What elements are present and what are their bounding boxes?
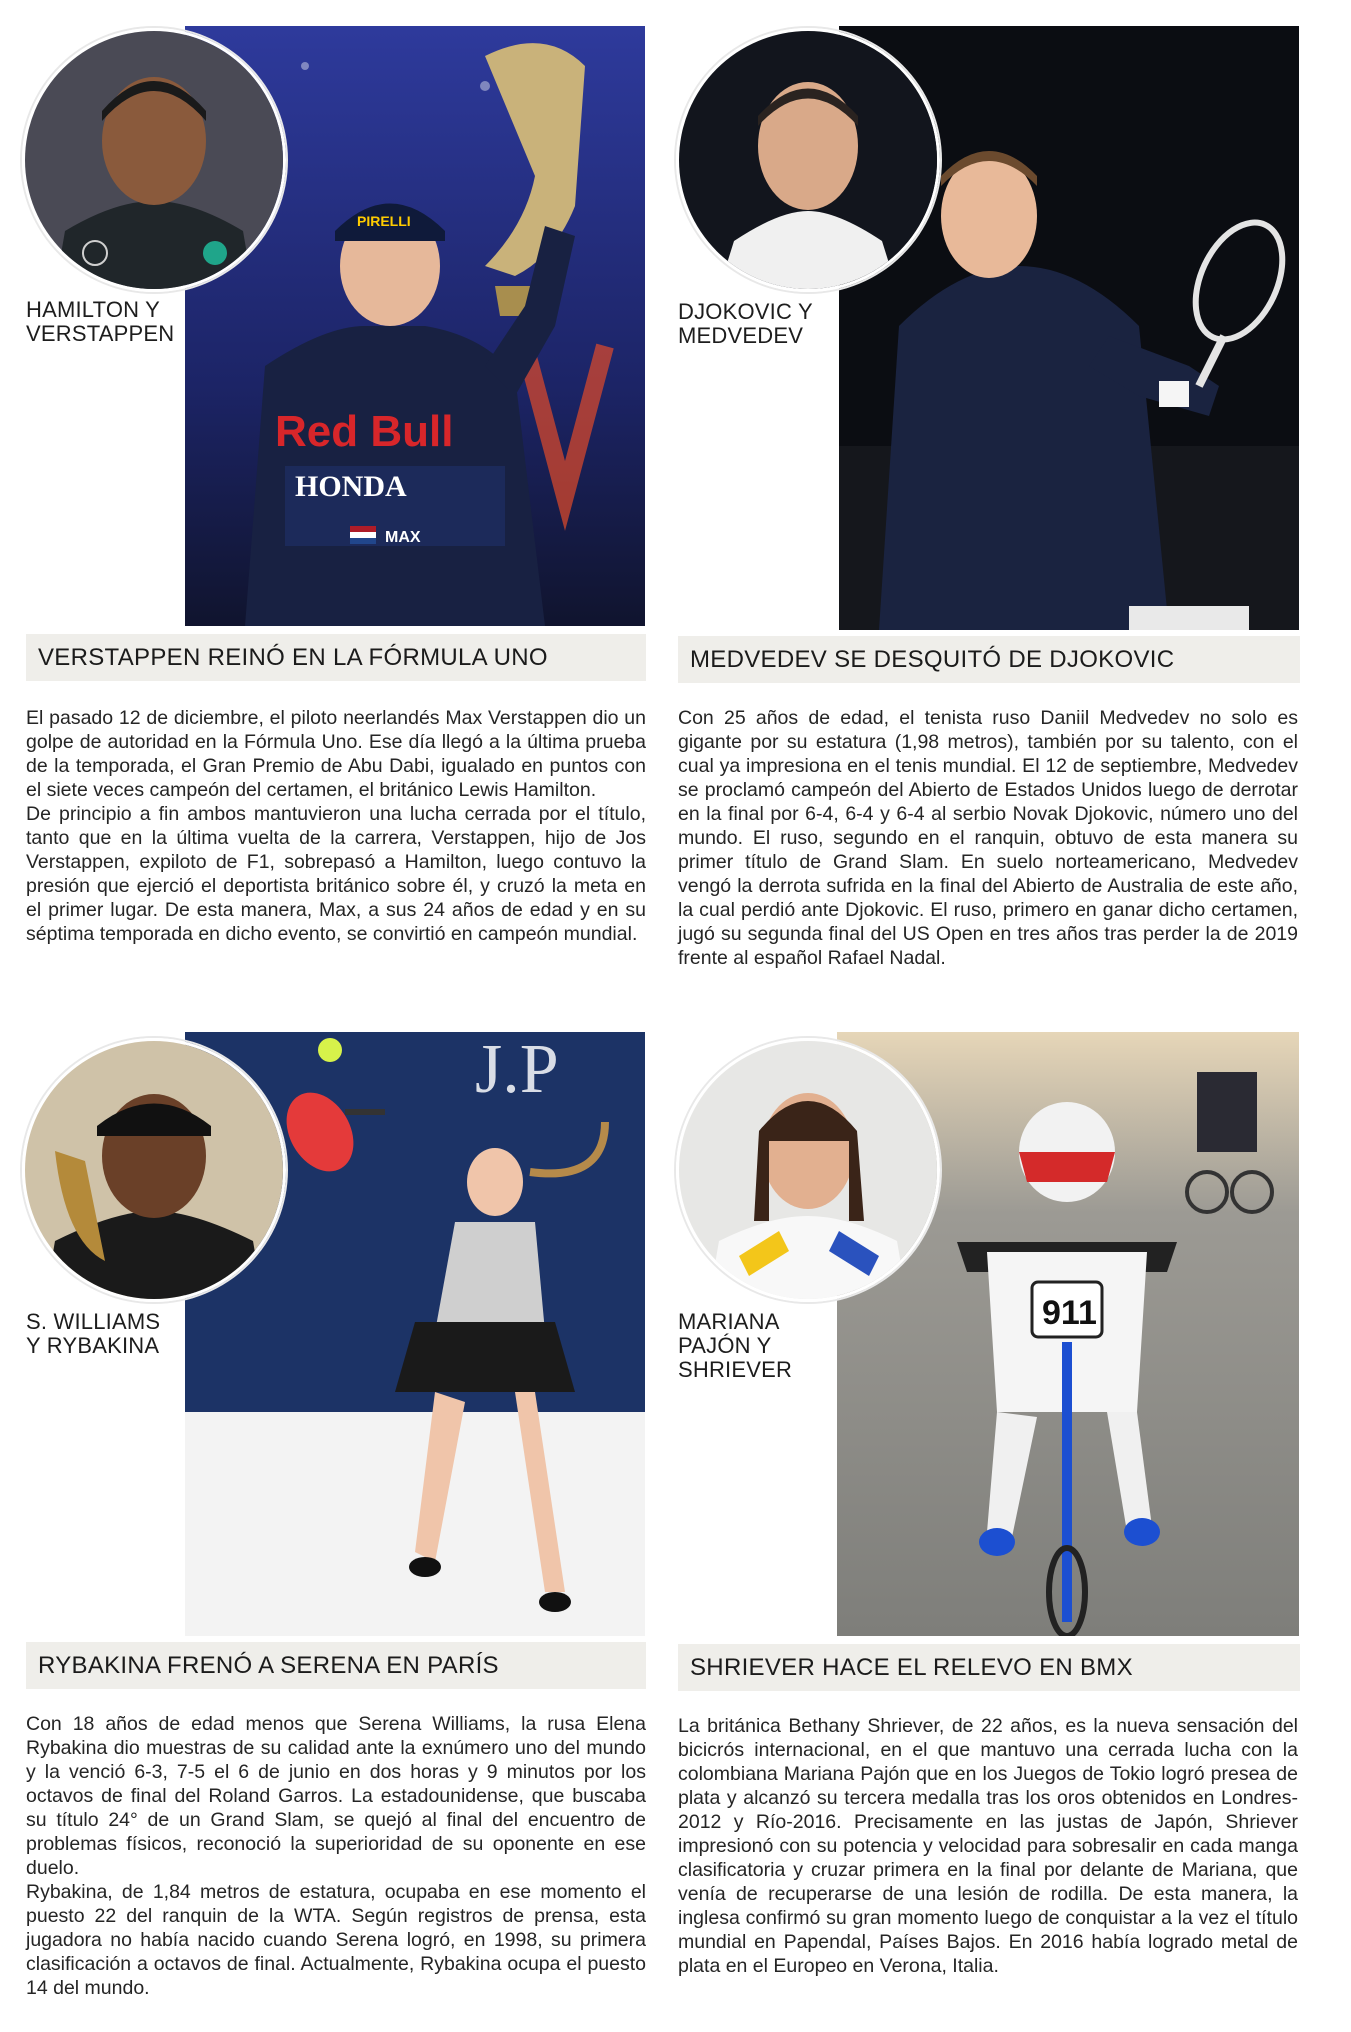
story-headline: RYBAKINA FRENÓ A SERENA EN PARÍS: [26, 1642, 646, 1689]
body-paragraph: El pasado 12 de diciembre, el piloto neerlandés Max Verstappen dio un golpe de autoridad en la Fórmula Uno. Ese día llegó a la última prueba de la temporada, el Gran Premio de Abu Dabi, igualado en puntos con el siete veces campeón del certamen, el británico Lewis Hamilton.: [26, 707, 646, 801]
story-names: [678, 300, 828, 348]
story-headline: MEDVEDEV SE DESQUITÓ DE DJOKOVIC: [678, 636, 1300, 683]
names-line: Y RYBAKINA: [26, 1333, 160, 1358]
story-body: [678, 706, 1298, 970]
photo-text-pirelli: PIRELLI: [357, 213, 411, 229]
body-paragraph: Rybakina, de 1,84 metros de estatura, ocupaba en ese momento el puesto 22 del ranquin de la WTA. Según registros de prensa, esta jugadora no había nacido cuando Serena logró, en 1998, su primera clasificación a octavos de final. Actualmente, Rybakina ocupa el puesto 14 del mundo.: [26, 1881, 646, 1999]
names-line: PAJÓN Y: [678, 1333, 772, 1358]
portrait-mariana-pajon: [676, 1038, 940, 1302]
story-body: [26, 706, 646, 946]
names-line: SHRIEVER: [678, 1357, 793, 1382]
names-line: DJOKOVIC Y: [678, 299, 813, 324]
body-paragraph: Con 18 años de edad menos que Serena Williams, la rusa Elena Rybakina dio muestras de su calidad ante la exnúmero uno del mundo y la venció 6-3, 7-5 el 6 de junio en dos horas y 9 minutos por los octavos de final del Roland Garros. La estadounidense, que buscaba su título 24° de un Grand Slam, se quejó al final del encuentro de problemas físicos, reconoció la superioridad de su oponente en ese duelo.: [26, 1713, 646, 1879]
names-line: VERSTAPPEN: [26, 321, 175, 346]
photo-text-honda: HONDA: [295, 470, 407, 503]
body-paragraph: De principio a fin ambos mantuvieron una lucha cerrada por el título, tanto que en la última vuelta de la carrera, Verstappen, hijo de Jos Verstappen, expiloto de F1, sobrepasó a Hamilton, luego contuvo la presión que ejerció el deportista británico sobre él, y cruzó la meta en el primer lugar. De esta manera, Max, a sus 24 años de edad y en su séptima temporada en dicho evento, se convirtió en campeón mundial.: [26, 803, 646, 945]
names-line: MEDVEDEV: [678, 323, 804, 348]
story-names: [26, 298, 176, 346]
story-card-bmx: [678, 1032, 1318, 2032]
photo-text-plate: 911: [1042, 1294, 1097, 1332]
body-paragraph: Con 25 años de edad, el tenista ruso Daniil Medvedev no solo es gigante por su estatura (1,98 metros), también por su talento, con el cual ya impresiona en el tenis mundial. El 12 de septiembre, Medvedev se proclamó campeón del Abierto de Estados Unidos luego de derrotar en la final por 6-4, 6-4 y 6-4 al serbio Novak Djokovic, número uno del mundo. El ruso, segundo en el ranquin, obtuvo de esta manera su primer título de Grand Slam. En suelo norteamericano, Medvedev vengó la derrota sufrida en la final del Abierto de Australia de este año, la cual perdió ante Djokovic. El ruso, primero en ganar dicho certamen, jugó su segunda final del US Open en tres años tras perder la de 2019 frente al español Rafael Nadal.: [678, 707, 1298, 969]
story-body: [26, 1712, 646, 2000]
body-paragraph: La británica Bethany Shriever, de 22 años, es la nueva sensación del bicicrós internacional, en el que mantuvo una cerrada lucha con la colombiana Mariana Pajón que en los Juegos de Tokio logró presea de plata y alcanzó su tercera medalla tras los oros obtenidos en Londres-2012 y Río-2016. Precisamente en las justas de Japón, Shriever impresionó con su potencia y velocidad para sobresalir en cada manga clasificatoria y cruzar primera en la final por delante de Mariana, que venía de recuperarse de una lesión de rodilla. De esta manera, la inglesa confirmó su gran momento luego de conquistar a la vez el título mundial en Papendal, Países Bajos. En 2016 había logrado metal de plata en el Europeo en Verona, Italia.: [678, 1715, 1298, 1977]
names-line: HAMILTON Y: [26, 297, 161, 322]
portrait-hamilton: [22, 28, 286, 292]
story-headline: VERSTAPPEN REINÓ EN LA FÓRMULA UNO: [26, 634, 646, 681]
portrait-serena-williams: [22, 1038, 286, 1302]
portrait-djokovic: [676, 28, 940, 292]
story-names: [678, 1310, 828, 1382]
photo-text-jp: J.P: [475, 1032, 559, 1108]
story-card-f1: [26, 26, 666, 1026]
photo-text-redbull: Red Bull: [275, 407, 454, 456]
story-card-tennis-women: [26, 1032, 666, 2032]
names-line: MARIANA: [678, 1309, 780, 1334]
story-card-tennis-men: [678, 26, 1318, 1026]
story-headline: SHRIEVER HACE EL RELEVO EN BMX: [678, 1644, 1300, 1691]
photo-text-max: MAX: [385, 529, 421, 546]
names-line: S. WILLIAMS: [26, 1309, 161, 1334]
story-names: [26, 1310, 176, 1358]
story-body: [678, 1714, 1298, 1978]
